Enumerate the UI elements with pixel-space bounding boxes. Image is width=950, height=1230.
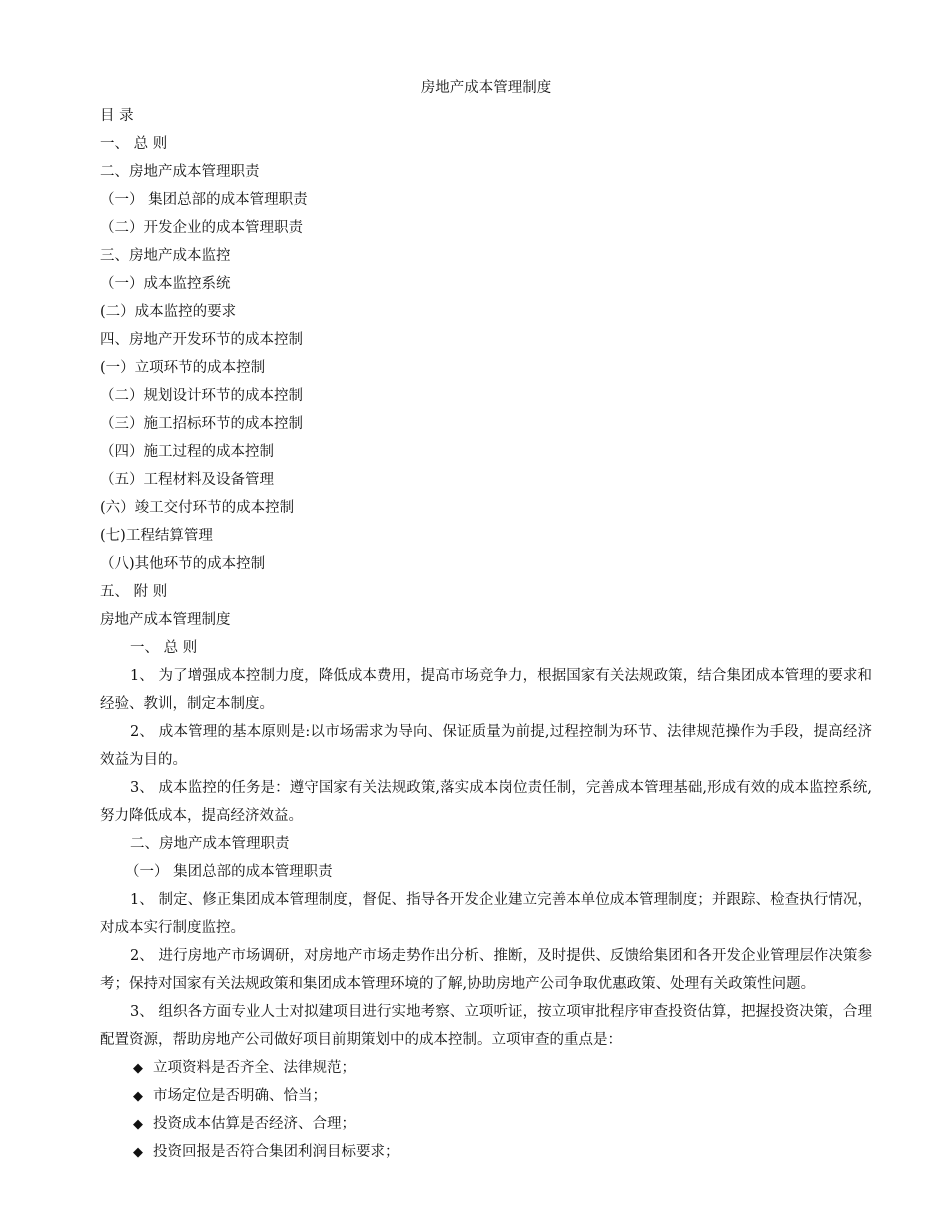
toc-item: （二）开发企业的成本管理职责	[100, 220, 303, 236]
list-item	[100, 1082, 872, 1110]
toc-item: (一）立项环节的成本控制	[100, 360, 266, 376]
list-item	[100, 1054, 872, 1082]
list-item-text: 投资成本估算是否经济、合理；	[153, 1116, 356, 1132]
toc-item: 一、 总 则	[100, 136, 168, 152]
section-heading: 一、 总 则	[130, 640, 198, 656]
toc-item: (六）竣工交付环节的成本控制	[100, 500, 295, 516]
list-item	[100, 1138, 872, 1166]
paragraph: 2、 成本管理的基本原则是:以市场需求为导向、保证质量为前提,过程控制为环节、法律规范操作为手段，提高经济效益为目的。	[100, 724, 872, 768]
subsection-heading: （一） 集团总部的成本管理职责	[125, 864, 333, 880]
toc-heading: 目 录	[100, 108, 134, 124]
toc-item: （一） 集团总部的成本管理职责	[100, 192, 308, 208]
table-of-contents	[100, 102, 872, 606]
list-item-text: 市场定位是否明确、恰当；	[153, 1088, 327, 1104]
toc-item: （一）成本监控系统	[100, 276, 231, 292]
toc-item: 三、房地产成本监控	[100, 248, 231, 264]
document-title: 房地产成本管理制度	[420, 80, 552, 96]
list-item-text: 立项资料是否齐全、法律规范；	[153, 1060, 356, 1076]
toc-item: （五）工程材料及设备管理	[100, 472, 274, 488]
toc-item: 二、房地产成本管理职责	[100, 164, 260, 180]
paragraph: 1、 为了增强成本控制力度，降低成本费用，提高市场竞争力，根据国家有关法规政策，结合集团成本管理的要求和经验、教训，制定本制度。	[100, 668, 872, 712]
toc-item: （四）施工过程的成本控制	[100, 444, 274, 460]
diamond-bullet-icon: ◆	[133, 1061, 143, 1076]
diamond-bullet-icon: ◆	[133, 1089, 143, 1104]
paragraph: 1、 制定、修正集团成本管理制度，督促、指导各开发企业建立完善本单位成本管理制度；并跟踪、检查执行情况，对成本实行制度监控。	[100, 892, 872, 936]
toc-item: （八)其他环节的成本控制	[100, 556, 266, 572]
document-page	[100, 74, 872, 1166]
toc-item: (七)工程结算管理	[100, 528, 213, 544]
toc-item: 五、 附 则	[100, 584, 168, 600]
paragraph: 3、 组织各方面专业人士对拟建项目进行实地考察、立项听证，按立项审批程序审查投资估算，把握投资决策，合理配置资源，帮助房地产公司做好项目前期策划中的成本控制。立项审查的重点是：	[100, 1004, 872, 1048]
toc-item: 四、房地产开发环节的成本控制	[100, 332, 303, 348]
toc-item: （三）施工招标环节的成本控制	[100, 416, 303, 432]
bullet-list	[100, 1054, 872, 1166]
toc-item: （二）规划设计环节的成本控制	[100, 388, 303, 404]
paragraph: 2、 进行房地产市场调研，对房地产市场走势作出分析、推断，及时提供、反馈给集团和各开发企业管理层作决策参考；保持对国家有关法规政策和集团成本管理环境的了解,协助房地产公司争取优惠政策、处理有关政策性问题。	[100, 948, 872, 992]
diamond-bullet-icon: ◆	[133, 1117, 143, 1132]
list-item-text: 投资回报是否符合集团利润目标要求；	[153, 1144, 400, 1160]
body-title: 房地产成本管理制度	[100, 612, 231, 628]
section-heading: 二、房地产成本管理职责	[130, 836, 290, 852]
list-item	[100, 1110, 872, 1138]
diamond-bullet-icon: ◆	[133, 1145, 143, 1160]
toc-item: (二）成本监控的要求	[100, 304, 237, 320]
paragraph: 3、 成本监控的任务是：遵守国家有关法规政策,落实成本岗位责任制，完善成本管理基础,形成有效的成本监控系统,努力降低成本，提高经济效益。	[100, 780, 872, 824]
